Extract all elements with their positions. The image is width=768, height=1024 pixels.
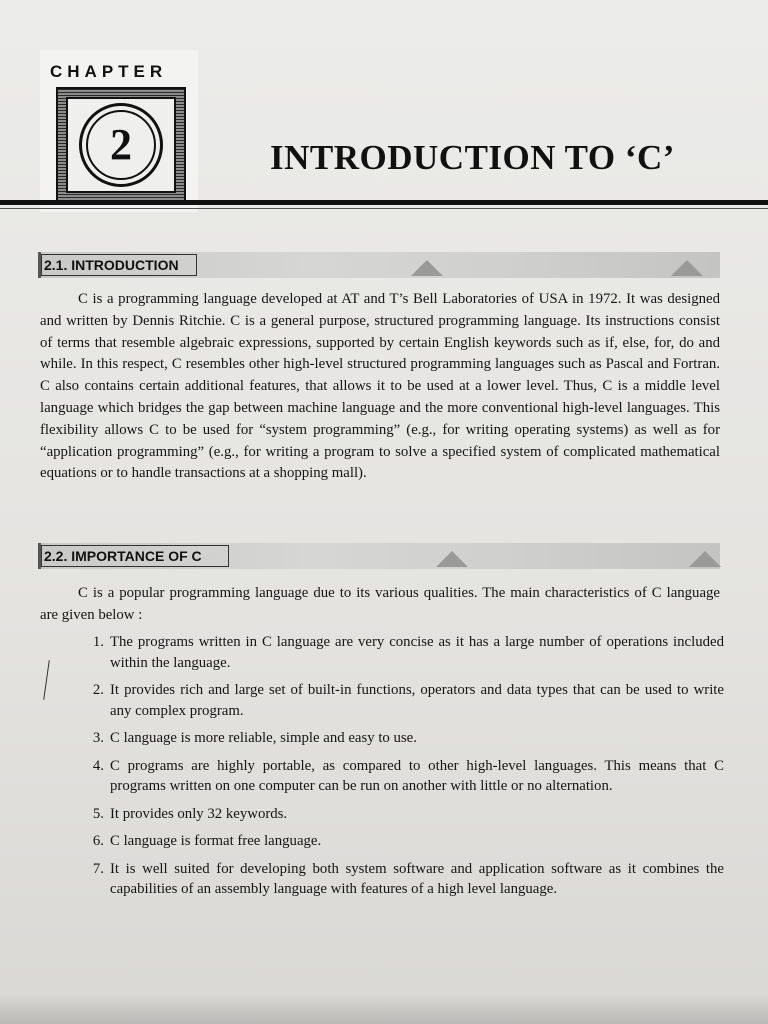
section-heading-label: 2.1. INTRODUCTION — [44, 257, 179, 273]
chapter-emblem-inner — [66, 97, 176, 193]
list-item-number: 5. — [92, 805, 104, 822]
list-item-text: C language is more reliable, simple and easy to use. — [110, 730, 417, 746]
importance-paragraph — [40, 583, 720, 627]
decorative-triangle — [671, 260, 703, 276]
introduction-paragraph — [40, 289, 720, 485]
margin-pen-mark — [43, 660, 50, 700]
section-heading-label: 2.2. IMPORTANCE OF C — [44, 548, 202, 564]
introduction-text: C is a programming language developed at AT and T’s Bell Laboratories of USA in 1972. It was designed and written by Dennis Ritchie. C is a general purpose, structured programming language. Its instructions consist of terms that resemble algebraic expressions, supported by certain English keywords such as if, else, for, do and while. In this respect, C resembles other high-level structured programming languages such as Pascal and Fortran. C also contains certain additional features, that allows it to be used at a lower level. Thus, C is a middle level language which bridges the gap between machine language and the more conventional high-level languages. This flexibility allows C to be used for “system programming” (e.g., for writing operating systems) as well as for “application programming” (e.g., for writing a program to solve a specified system of complicated mathematical equations or to handle transactions at a shopping mall). — [40, 291, 720, 482]
list-item-text: C language is format free language. — [110, 833, 322, 849]
section-heading-introduction — [38, 252, 720, 278]
list-item-text: C programs are highly portable, as compared to other high-level languages. This means that C programs written on one computer can be run on another with little or no alternation. — [110, 757, 724, 794]
list-item — [78, 680, 724, 721]
list-item-text: It is well suited for developing both system software and application software as it combines the capabilities of an assembly language with features of a high level language. — [110, 860, 724, 897]
importance-text: C is a popular programming language due to its various qualities. The main characteristics of C language are given below : — [40, 585, 720, 623]
chapter-number-circle — [79, 103, 163, 187]
list-item — [78, 756, 724, 797]
decorative-triangle — [689, 551, 721, 567]
characteristics-list — [78, 632, 724, 907]
list-item — [78, 804, 724, 825]
section-heading-importance — [38, 543, 720, 569]
list-item — [78, 632, 724, 673]
list-item-number: 7. — [92, 860, 104, 877]
list-item-number: 4. — [92, 757, 104, 774]
chapter-title: INTRODUCTION TO ‘C’ — [270, 138, 675, 177]
list-item — [78, 859, 724, 900]
chapter-number: 2 — [110, 120, 132, 169]
list-item-text: It provides rich and large set of built-in functions, operators and data types that can be used to write any complex program. — [110, 682, 724, 719]
list-item — [78, 831, 724, 852]
list-item-number: 6. — [92, 833, 104, 849]
page-bottom-shadow — [0, 994, 768, 1024]
list-item — [78, 728, 724, 749]
list-item-text: The programs written in C language are very concise as it has a large number of operations included within the language. — [110, 634, 724, 671]
title-rule — [0, 200, 768, 205]
list-item-text: It provides only 32 keywords. — [110, 805, 288, 822]
title-rule-thin — [0, 208, 768, 209]
decorative-triangle — [411, 260, 443, 276]
list-item-number: 2. — [92, 682, 104, 698]
list-item-number: 3. — [92, 730, 104, 746]
decorative-triangle — [436, 551, 468, 567]
chapter-word: CHAPTER — [50, 62, 168, 81]
list-item-number: 1. — [92, 634, 104, 650]
chapter-emblem — [56, 87, 186, 203]
